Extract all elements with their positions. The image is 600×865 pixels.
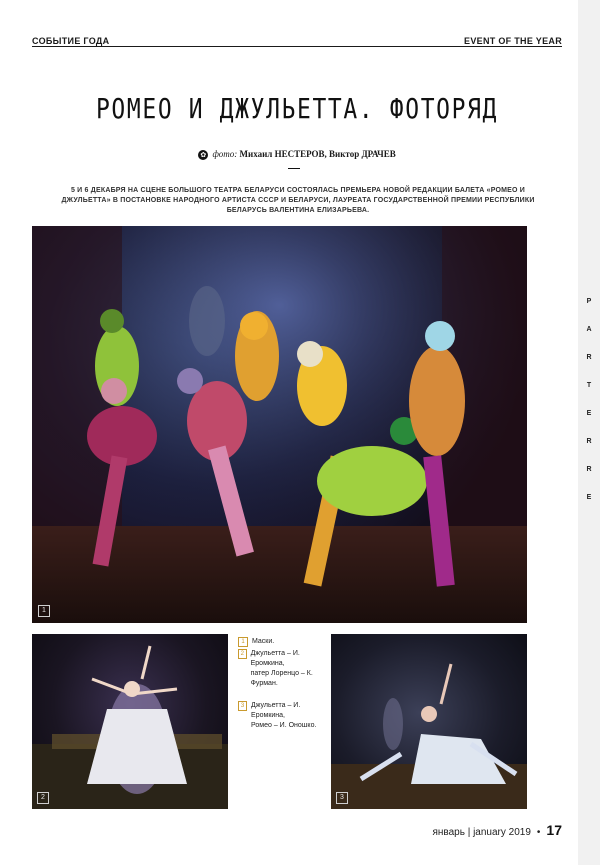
page-number: 17	[546, 822, 562, 838]
photo-number: 3	[336, 792, 348, 804]
side-letter: R	[586, 466, 592, 473]
caption-1	[238, 637, 326, 647]
side-letter: P	[586, 298, 592, 305]
side-letter: R	[586, 354, 592, 361]
header-rule	[32, 46, 562, 47]
caption-text: Ромео – И. Оношко.	[251, 722, 317, 729]
side-letter: R	[586, 438, 592, 445]
caption-number: 1	[238, 637, 248, 647]
section-side-label	[584, 298, 594, 501]
issue-date: январь | january 2019	[432, 827, 531, 838]
section-label: СОБЫТИЕ ГОДА	[32, 36, 110, 46]
stage-scene	[32, 226, 527, 623]
caption-2	[238, 649, 326, 689]
caption-text: патер Лоренцо – К. Фурман.	[250, 670, 313, 687]
camera-icon: ✿	[198, 150, 208, 160]
side-letter: E	[586, 494, 592, 501]
photo-number: 2	[37, 792, 49, 804]
side-letter: E	[586, 410, 592, 417]
photo-masks	[32, 226, 527, 623]
photo-number: 1	[38, 605, 50, 617]
page-footer	[432, 822, 562, 838]
side-letter: A	[586, 326, 592, 333]
lead-paragraph: 5 И 6 ДЕКАБРЯ НА СЦЕНЕ БОЛЬШОГО ТЕАТРА БЕЛАРУСИ СОСТОЯЛАСЬ ПРЕМЬЕРА НОВОЙ РЕДАКЦИИ БАЛЕТА «РОМЕО И ДЖУЛЬЕТТА» В ПОСТАНОВКЕ НАРОДНОГО АРТИСТА СССР И БЕЛАРУСИ, ЛАУРЕАТА ГОСУДАРСТВЕННОЙ ПРЕМИИ РЕСПУБЛИКИ БЕЛАРУСЬ ВАЛЕНТИНА ЕЛИЗАРЬЕВА.	[61, 187, 535, 214]
bullet-icon: •	[536, 827, 541, 838]
caption-text: Джульетта – И. Еромкина,	[250, 650, 300, 667]
photo-captions	[238, 637, 326, 731]
photo-credit	[32, 149, 562, 160]
page-title: РОМЕО И ДЖУЛЬЕТТА. ФОТОРЯД	[95, 92, 499, 125]
photo-juliet-lorenzo	[32, 634, 228, 809]
caption-text: Маски.	[252, 638, 275, 645]
photo-juliet-romeo	[331, 634, 527, 809]
caption-number: 2	[238, 649, 247, 659]
duet-scene	[32, 634, 228, 809]
duet-scene	[331, 634, 527, 809]
side-letter: T	[586, 382, 592, 389]
credit-names: Михаил НЕСТЕРОВ, Виктор ДРАЧЕВ	[239, 149, 396, 159]
caption-text: Джульетта – И. Еромкина,	[251, 702, 301, 719]
credit-prefix: фото:	[212, 149, 238, 159]
caption-number: 3	[238, 701, 247, 711]
divider	[288, 168, 300, 169]
caption-3	[238, 701, 326, 731]
section-label-en: EVENT OF THE YEAR	[464, 36, 562, 46]
